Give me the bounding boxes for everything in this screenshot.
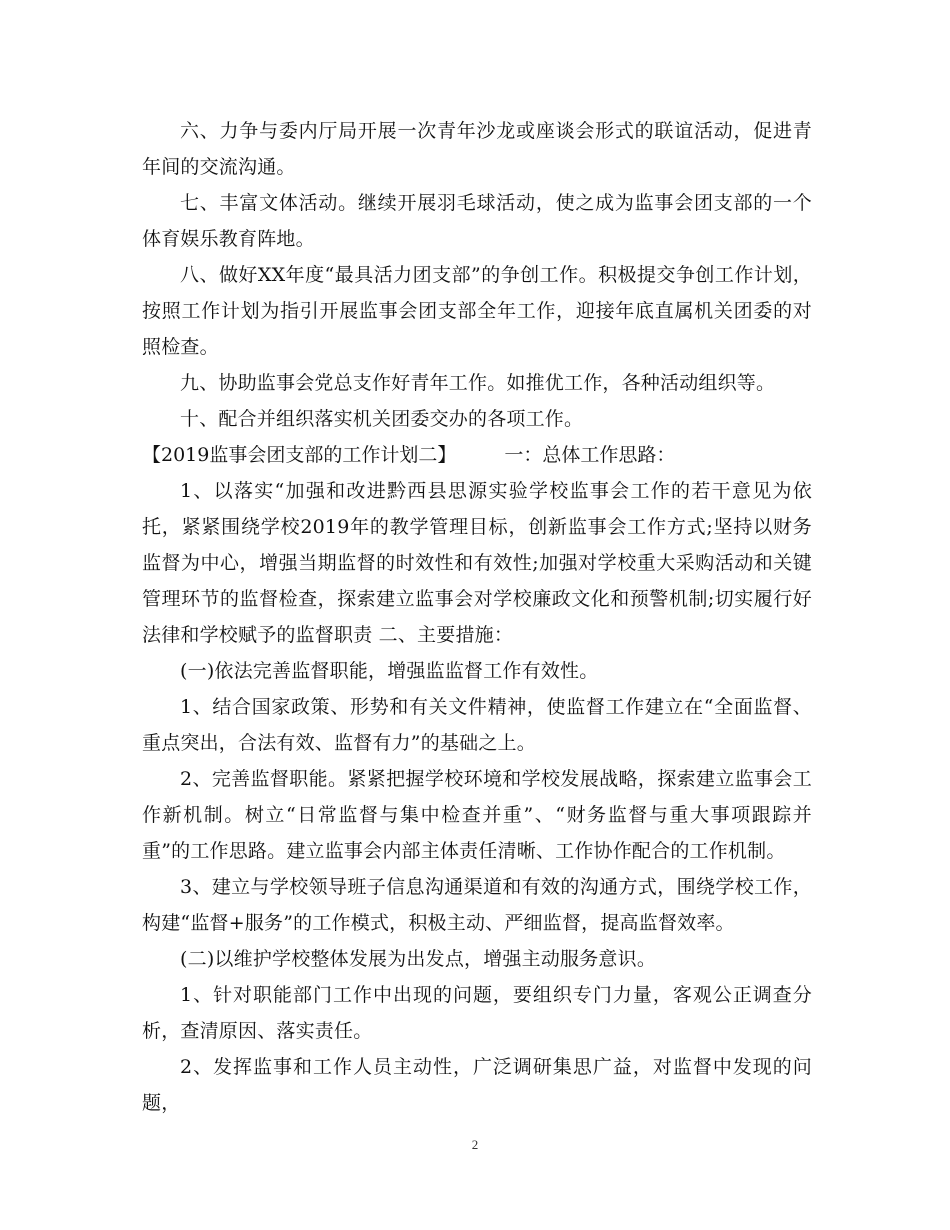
paragraph-service-2: 2、发挥监事和工作人员主动性，广泛调研集思广益，对监督中发现的问题， bbox=[142, 1056, 812, 1114]
paragraph-measure-1: 1、结合国家政策、形势和有关文件精神，使监督工作建立在“全面监督、重点突出，合法有效、监督有力”的基础之上。 bbox=[142, 696, 812, 754]
paragraph-measure-3: 3、建立与学校领导班子信息沟通渠道和有效的沟通方式，围绕学校工作，构建“监督+服务”的工作模式，积极主动、严细监督，提高监督效率。 bbox=[142, 876, 812, 934]
paragraph-subsection-2: (二)以维护学校整体发展为出发点，增强主动服务意识。 bbox=[180, 948, 657, 970]
paragraph-subsection-1: (一)依法完善监督职能，增强监监督工作有效性。 bbox=[180, 660, 599, 682]
paragraph-item-9: 九、协助监事会党总支作好青年工作。如推优工作，各种活动组织等。 bbox=[180, 372, 776, 394]
document-body bbox=[142, 113, 812, 1121]
paragraph-item-8: 八、做好XX年度“最具活力团支部”的争创工作。积极提交争创工作计划，按照工作计划为指引开展监事会团支部全年工作，迎接年底直属机关团委的对照检查。 bbox=[142, 264, 812, 358]
paragraph-item-10: 十、配合并组织落实机关团委交办的各项工作。 bbox=[180, 408, 584, 430]
paragraph-overview: 1、以落实“加强和改进黔西县思源实验学校监事会工作的若干意见为依托，紧紧围绕学校2019年的教学管理目标，创新监事会工作方式;坚持以财务监督为中心，增强当期监督的时效性和有效性;加强对学校重大采购活动和关键管理环节的监督检查，探索建立监事会对学校廉政文化和预警机制;切实履行好法律和学校赋予的监督职责 二、主要措施： bbox=[142, 480, 812, 646]
paragraph-service-1: 1、针对职能部门工作中出现的问题，要组织专门力量，客观公正调查分析，查清原因、落实责任。 bbox=[142, 984, 812, 1042]
paragraph-item-6: 六、力争与委内厅局开展一次青年沙龙或座谈会形式的联谊活动，促进青年间的交流沟通。 bbox=[142, 120, 812, 178]
section-heading-subtitle: 一：总体工作思路： bbox=[504, 444, 676, 466]
section-heading-title: 【2019监事会团支部的工作计划二】 bbox=[142, 444, 457, 466]
paragraph-measure-2: 2、完善监督职能。紧紧把握学校环境和学校发展战略，探索建立监事会工作新机制。树立“日常监督与集中检查并重”、“财务监督与重大事项跟踪并重”的工作思路。建立监事会内部主体责任清晰、工作协作配合的工作机制。 bbox=[142, 768, 812, 862]
section-heading bbox=[142, 437, 812, 473]
page-number: 2 bbox=[471, 1137, 479, 1152]
paragraph-item-7: 七、丰富文体活动。继续开展羽毛球活动，使之成为监事会团支部的一个体育娱乐教育阵地。 bbox=[142, 192, 812, 250]
